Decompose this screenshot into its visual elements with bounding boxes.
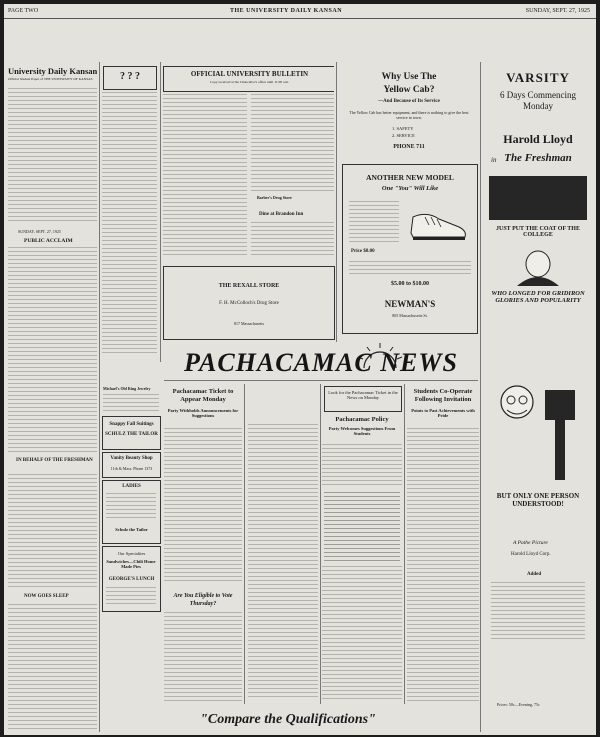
vanity-ad	[102, 452, 161, 478]
question-box	[103, 66, 157, 90]
newman-headline-2: One "You" Will Like	[381, 185, 439, 192]
column-rule	[320, 384, 321, 704]
varsity-star: Harold Lloyd	[503, 132, 573, 146]
editorial-headline-2: IN BEHALF OF THE FRESHMAN	[16, 458, 93, 463]
varsity-illustration-1	[489, 176, 587, 220]
lunch-items: Sandwiches—Chili Home Made Pies	[106, 559, 156, 569]
sodas-ad: Dine at Brandon Inn	[259, 212, 304, 217]
cab-phone: PHONE 711	[393, 144, 425, 150]
rexall-title: THE REXALL STORE	[218, 283, 280, 289]
lunch-body	[106, 587, 156, 607]
editorial-headline-1: PUBLIC ACCLAIM	[24, 238, 73, 244]
paper-name: THE UNIVERSITY DAILY KANSAN	[230, 8, 343, 14]
schulz-headline: Snappy Fall Suitings	[109, 422, 154, 427]
varsity-added: Added	[527, 572, 542, 577]
varsity-title: VARSITY	[506, 70, 570, 85]
varsity-tagline-1: JUST PUT THE COAT OF THE COLLEGE	[496, 226, 580, 238]
students-headline: Students Co-Operate Following Invitation	[413, 388, 473, 403]
varsity-tagline-2: WHO LONGED FOR GRIDIRON GLORIES AND POPULARITY	[491, 290, 585, 304]
pachacamac-middle-article	[248, 384, 318, 704]
ladies-tailor: Schulz the Tailor	[115, 527, 148, 532]
lunch-specialties: Our Specialties	[117, 551, 146, 556]
university-bulletin	[163, 62, 334, 262]
column-rule	[99, 62, 100, 732]
editorial-body-3	[8, 604, 97, 730]
bulletin-body-right	[251, 94, 334, 192]
newman-address: 805 Massachusetts St.	[392, 313, 428, 318]
bulletin-header	[163, 66, 334, 92]
cab-item-1: 1. SAFETY	[392, 126, 414, 131]
bulletin-sub: Copy received at the Chancellor's office until 11:00 a.m.	[210, 80, 289, 84]
policy-body-2	[322, 566, 402, 702]
editorial-column	[8, 62, 97, 732]
varsity-tagline-3: BUT ONLY ONE PERSON UNDERSTOOD!	[496, 492, 580, 508]
jewelry-ad: Michael's Old Ring Jewelry	[103, 386, 151, 391]
question-box-title: ? ? ?	[120, 71, 140, 82]
cab-headline-2: Yellow Cab?	[383, 85, 435, 95]
page-number: PAGE TWO	[8, 8, 39, 14]
pachacamac-policy-article	[322, 384, 402, 704]
varsity-added-text	[491, 582, 585, 642]
ballot-notice	[324, 386, 402, 412]
ticket-subhead: Party Withholds Announcements for Suggestions	[167, 408, 239, 418]
students-subhead: Points to Past Achievements with Pride	[411, 408, 475, 418]
eligible-headline: Are You Eligible to Vote Thursday?	[173, 593, 233, 607]
vanity-name: Vanity Beauty Shop	[110, 456, 153, 461]
yellow-cab-ad	[340, 62, 478, 160]
question-box-body	[102, 92, 157, 356]
rexall-ad	[163, 266, 335, 340]
editorial-dateline: SUNDAY, SEPT. 27, 1925	[18, 229, 61, 234]
varsity-theatre-ad	[483, 62, 593, 732]
newman-headline-1: ANOTHER NEW MODEL	[366, 173, 454, 182]
pachacamac-banner-title: PACHACAMAC NEWS	[184, 348, 458, 377]
barbers-ad: Barber's Drug Store	[257, 195, 292, 200]
ballot-notice-text: Look for the Pachacamac Ticket in the News on Monday	[328, 390, 398, 400]
policy-body-1	[322, 444, 402, 488]
bulletin-body-left	[163, 94, 247, 258]
newman-price: Price $8.00	[351, 249, 375, 254]
cab-item-2: 2. SERVICE	[392, 133, 415, 138]
newman-description	[349, 201, 399, 245]
masthead-title: University Daily Kansan	[8, 66, 97, 76]
column-rule	[244, 384, 245, 704]
issue-date: SUNDAY, SEPT. 27, 1925	[525, 8, 590, 14]
column-rule	[160, 62, 161, 362]
varsity-film-prefix: in	[491, 156, 497, 164]
masthead-sub: Official Student Paper of THE UNIVERSITY OF KANSAS	[8, 77, 93, 81]
editorial-headline-3: NOW GOES SLEEP	[24, 594, 69, 599]
rexall-address: 817 Massachusetts	[233, 321, 265, 326]
sodas-ad-body	[251, 222, 334, 258]
pachacamac-ticket-article	[164, 384, 242, 704]
varsity-figure	[509, 250, 567, 286]
ladies-ad	[102, 480, 161, 544]
ladies-body	[106, 493, 156, 521]
small-ads-column	[101, 384, 161, 704]
staff-listing	[8, 88, 97, 224]
middle-article-body	[248, 424, 318, 700]
lunch-name: GEORGE'S LUNCH	[108, 577, 155, 582]
schulz-name: SCHULZ THE TAILOR	[105, 432, 158, 437]
ticket-headline: Pachacamac Ticket to Appear Monday	[172, 388, 234, 403]
vanity-address: 11th & Mass. Phone 1373	[110, 466, 153, 471]
newspaper-page	[4, 4, 596, 735]
cab-headline-1: Why Use The	[381, 72, 437, 82]
newman-other-styles	[349, 261, 471, 277]
banner-rule	[164, 380, 478, 381]
policy-headline: Pachacamac Policy	[335, 416, 389, 423]
varsity-prices: Prices: 50c—Evening, 75c	[497, 702, 540, 707]
candidate-list	[324, 492, 400, 562]
ladies-headline: LADIES	[122, 484, 141, 489]
policy-subhead: Party Welcomes Suggestions From Students	[328, 426, 396, 436]
ticket-body	[164, 428, 242, 582]
pachacamac-tagline: "Compare the Qualifications"	[200, 712, 376, 727]
pachacamac-banner-art	[164, 342, 478, 378]
eligible-body	[164, 612, 242, 702]
editorial-body-2	[8, 474, 97, 588]
column-rule	[336, 62, 337, 342]
rexall-store: F. H. McColloch's Drug Store	[219, 301, 279, 306]
varsity-credit-2: Harold Lloyd Corp.	[511, 552, 551, 557]
pachacamac-students-article	[407, 384, 479, 704]
students-body	[407, 428, 479, 702]
page-header	[4, 4, 596, 19]
column-rule	[404, 384, 405, 704]
lunch-ad	[102, 546, 161, 612]
pachacamac-banner	[164, 342, 478, 378]
schulz-ad	[102, 416, 161, 450]
shoe-illustration	[407, 203, 469, 245]
varsity-film: The Freshman	[504, 152, 572, 164]
varsity-days: 6 Days Commencing Monday	[500, 90, 576, 111]
editorial-body-1	[8, 247, 97, 453]
newman-shoe-ad	[342, 164, 478, 334]
newman-range: $5.00 to $10.00	[391, 281, 429, 287]
harold-lloyd-illustration	[495, 380, 581, 484]
column-rule	[480, 62, 481, 732]
cab-text: The Yellow Cab has better equipment, and there is nothing to give the best service in town.	[349, 110, 469, 120]
varsity-credit: A Pathe Picture	[513, 540, 548, 546]
bulletin-title: OFFICIAL UNIVERSITY BULLETIN	[190, 70, 309, 78]
jewelry-ad-body	[103, 394, 159, 412]
cab-headline-3: —And Because of Its Service	[378, 99, 440, 104]
newman-name: NEWMAN'S	[384, 299, 436, 309]
question-column	[101, 62, 159, 362]
